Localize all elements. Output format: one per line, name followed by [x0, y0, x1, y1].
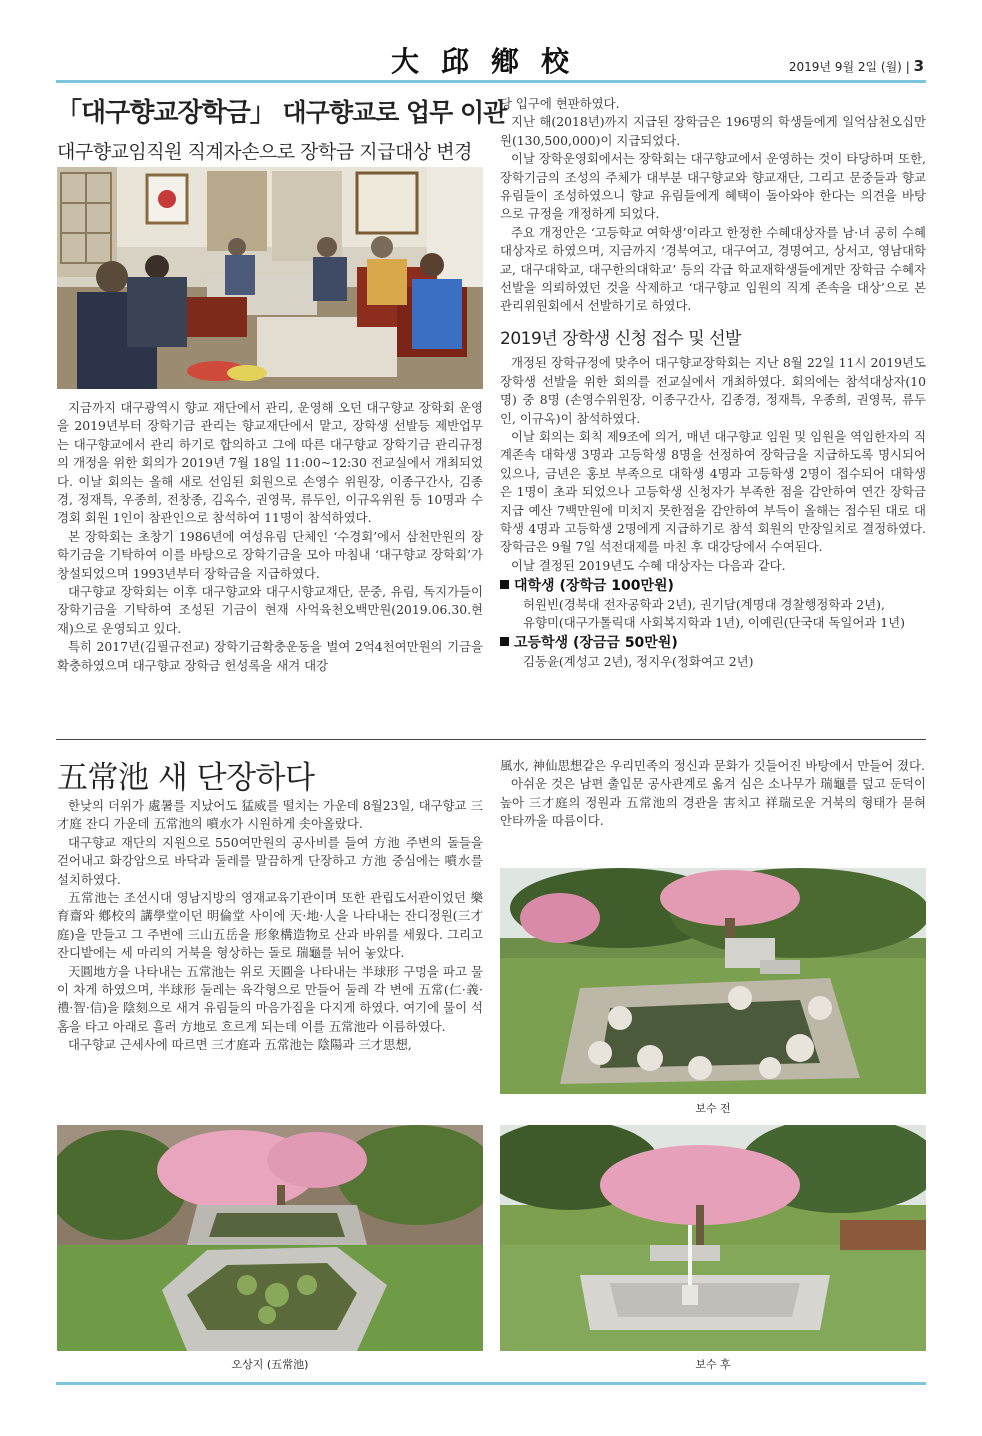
highschool-list-heading [500, 634, 926, 652]
section-heading: 2019년 장학생 신청 접수 및 선발 [500, 328, 741, 349]
pond-after-photo [500, 1125, 926, 1351]
article1-paragraph: 지난 해(2018년)까지 지급된 장학금은 196명의 학생들에게 일억삼천오십만원(130,500,000)이 지급되었다. [500, 114, 926, 148]
pond-before-photo [500, 868, 926, 1094]
article1-paragraph: 주요 개정안은 ‘고등학교 여학생’이라고 한정한 수혜대상자를 남·녀 공히 수혜 대상자로 하였으며, 지금까지 ‘경북여고, 대구여고, 경명여고, 상서고, 영남대학교, 대구대학교, 대구한의대학교’ 등의 각급 학교재학생들에게만 장학금 수혜자 선발을 의뢰하였던 것을 삭제하고 ‘대구향교 임원의 직계 존속을 대상’으로 본 관리위원회에서 선발하기로 하였다. [500, 224, 926, 314]
date-separator: | [905, 60, 910, 74]
issue-date [789, 57, 924, 75]
article1-continuation: 당 입구에 현판하였다. [500, 96, 620, 111]
article2-paragraph: 아쉬운 것은 남편 출입문 공사관계로 옮겨 심은 소나무가 瑞龜를 덮고 둔덕이 높아 三才庭의 정원과 五常池의 경관을 害치고 祥瑞로운 거북의 형태가 묻혀 안타까울 따름이다. [500, 776, 926, 829]
article1-paragraph: 특히 2017년(김필규전교) 장학기금확충운동을 벌여 2억4천여만원의 기금을 확충하였으며 대구향교 장학금 헌성록을 새겨 대강 [57, 639, 483, 673]
article1-right-column [500, 95, 926, 671]
article2-paragraph: 五常池는 조선시대 영남지방의 영재교육기관이며 또한 관립도서관이었던 樂育齋와 鄕校의 講學堂이던 明倫堂 사이에 天·地·人을 나타내는 잔디정원(三才庭)을 만들고 그 주변에 三山五岳을 形象構造物로 산과 바위를 세웠다. 그리고 잔디밭에는 세 마리의 거북을 형상하는 돌로 瑞龜를 뉘어 놓았다. [57, 890, 483, 961]
page-number: 3 [913, 57, 924, 75]
photo-caption-before: 보수 전 [695, 1102, 731, 1115]
square-bullet-icon [500, 580, 509, 589]
article1-paragraph: 이날 결정된 2019년도 수혜 대상자는 다음과 같다. [511, 557, 786, 573]
recipient-line: 김동윤(계성고 2년), 정지우(정화여고 2년) [523, 653, 754, 669]
article1-title [56, 92, 507, 129]
article1-paragraph: 대구향교 장학회는 이후 대구향교와 대구시향교재단, 문중, 유림, 독지가들이 장학기금을 기탁하여 조성된 기금이 현재 사억육천오백만원(2019.06.30.현재)으로 운영되고 있다. [57, 584, 483, 636]
pond-photo [57, 1125, 483, 1351]
article1-paragraph: 지금까지 대구광역시 향교 재단에서 관리, 운영해 오던 대구향교 장학회 운영을 2019년부터 장학기금 관리는 향교재단에서 맡고, 장학생 선발등 제반업무는 대구향교에서 관리 하기로 합의하고 그에 따른 대구향교 장학기금 관리규정의 개정을 위한 회의가 2019년 7월 18일 11:00~12:30 전교실에서 개최되었다. 이날 회의는 올해 새로 선임된 회원으로 손영수 위원장, 이종구간사, 김종경, 정재특, 우종희, 전창종, 김옥수, 권영묵, 류두인, 이규옥위원 등 10명과 수경회 회원 1인이 참관인으로 참석하여 11명이 참석하였다. [57, 400, 483, 526]
article1-subtitle: 대구향교임직원 직계자손으로 장학금 지급대상 변경 [57, 141, 472, 163]
square-bullet-icon [500, 637, 509, 646]
article1-title-main: 「대구향교장학금」 [56, 98, 275, 128]
article2-left-column [57, 797, 483, 1055]
photo-caption-after: 보수 후 [695, 1358, 731, 1371]
recipient-line: 허원빈(경북대 전자공학과 2년), 권기담(계명대 경찰행정학과 2년), [523, 596, 885, 612]
article1-paragraph: 개정된 장학규정에 맞추어 대구향교장학회는 지난 8월 22일 11시 2019년도 장학생 선발을 위한 회의를 전교실에서 개최하였다. 회의에는 참석대상자(10명) 중 8명 (손영수위원장, 이종구간사, 김종경, 정재특, 우종희, 권영묵, 류두인, 이규옥)이 참석하였다. [500, 355, 926, 426]
article1-paragraph: 이날 회의는 회칙 제9조에 의거, 매년 대구향교 임원 및 임원을 역임한자의 직계존속 대학생 3명과 고등학생 8명을 선정하여 장학금을 지급하도록 명시되어있으나, 금년은 홍보 부족으로 대학생 4명과 고등학생 2명이 접수되어 대학생은 1명이 초과 되었으나 고등학생 신청자가 부족한 점을 감안하여 연간 장학금 지급 예산 7백만원에 미치지 못한점을 감안하여 부득이 올해는 접수된 대로 대학생 4명과 고등학생 2명에게 지급하기로 참석 회원의 만장일치로 결정하였다. 장학금은 9월 7일 석전대제를 마친 후 대강당에서 수여된다. [500, 428, 926, 555]
article2-paragraph: 한낮의 더위가 處暑를 지났어도 猛威를 떨치는 가운데 8월23일, 대구향교 三才庭 잔디 가운데 五常池의 噴水가 시원하게 솟아올랐다. [57, 798, 483, 832]
university-list-heading-text: 대학생 (장학금 100만원) [514, 578, 674, 595]
top-rule [56, 80, 926, 83]
bottom-rule [56, 1382, 926, 1385]
article2-title: 五常池 새 단장하다 [57, 760, 315, 796]
photo-caption-pond: 오상지 (五常池) [231, 1358, 309, 1371]
issue-date-text: 2019년 9월 2일 (월) [788, 60, 902, 74]
article1-title-rest: 대구향교로 업무 이관 [282, 98, 507, 127]
article2-paragraph: 天圓地方을 나타내는 五常池는 위로 天圓을 나타내는 半球形 구멍을 파고 물이 차게 하였으며, 半球形 둘레는 육각형으로 만들어 둘레 각 변에 五常(仁·義·禮·智·信)을 陰刻으로 새겨 유림들의 마음가짐을 다지게 하였다. 여기에 물이 석홈을 타고 아래로 흘러 方地로 흐르게 되는데 이를 五常池라 이름하였다. [57, 963, 483, 1034]
newspaper-title: 大邱鄕校 [390, 45, 591, 78]
masthead [0, 0, 982, 84]
university-list-heading [500, 577, 926, 595]
article1-paragraph: 본 장학회는 초창기 1986년에 여성유림 단체인 ‘수경회’에서 삼천만원의 장학기금을 기탁하여 이를 바탕으로 장학기금을 모아 마침내 ‘대구향교 장학회’가 창설되었으며 1993년부터 장학금을 지급하였다. [57, 528, 483, 581]
article2-paragraph: 대구향교 재단의 지원으로 550여만원의 공사비를 들여 方池 주변의 돌들을 걷어내고 화강암으로 바닥과 둘레를 말끔하게 단장하고 方池 중심에는 噴水를 설치하였다. [57, 834, 483, 887]
section-divider [56, 739, 926, 740]
article1-paragraph: 이날 장학운영회에서는 장학회는 대구향교에서 운영하는 것이 타당하며 또한, 장학기금의 조성의 주체가 대부분 대구향교와 향교재단, 그리고 문중들과 향교유림들이 조성하였으니 향교 유림들에게 혜택이 돌아와야 한다는 의견을 바탕으로 규정을 개정하게 되었다. [500, 151, 926, 222]
article1-left-column [57, 399, 483, 675]
article2-right-column [500, 757, 926, 831]
article2-continuation: 風水, 神仙思想같은 우리민족의 정신과 문화가 깃들어진 바탕에서 만들어 졌다. [500, 758, 925, 773]
article2-paragraph: 대구향교 근세사에 따르면 三才庭과 五常池는 陰陽과 三才思想, [68, 1037, 412, 1053]
meeting-photo [57, 167, 483, 389]
highschool-list-heading-text: 고등학생 (장금금 50만원) [514, 635, 678, 652]
recipient-line: 유향미(대구가톨릭대 사회복지학과 1년), 이예린(단국대 독일어과 1년) [523, 614, 905, 630]
